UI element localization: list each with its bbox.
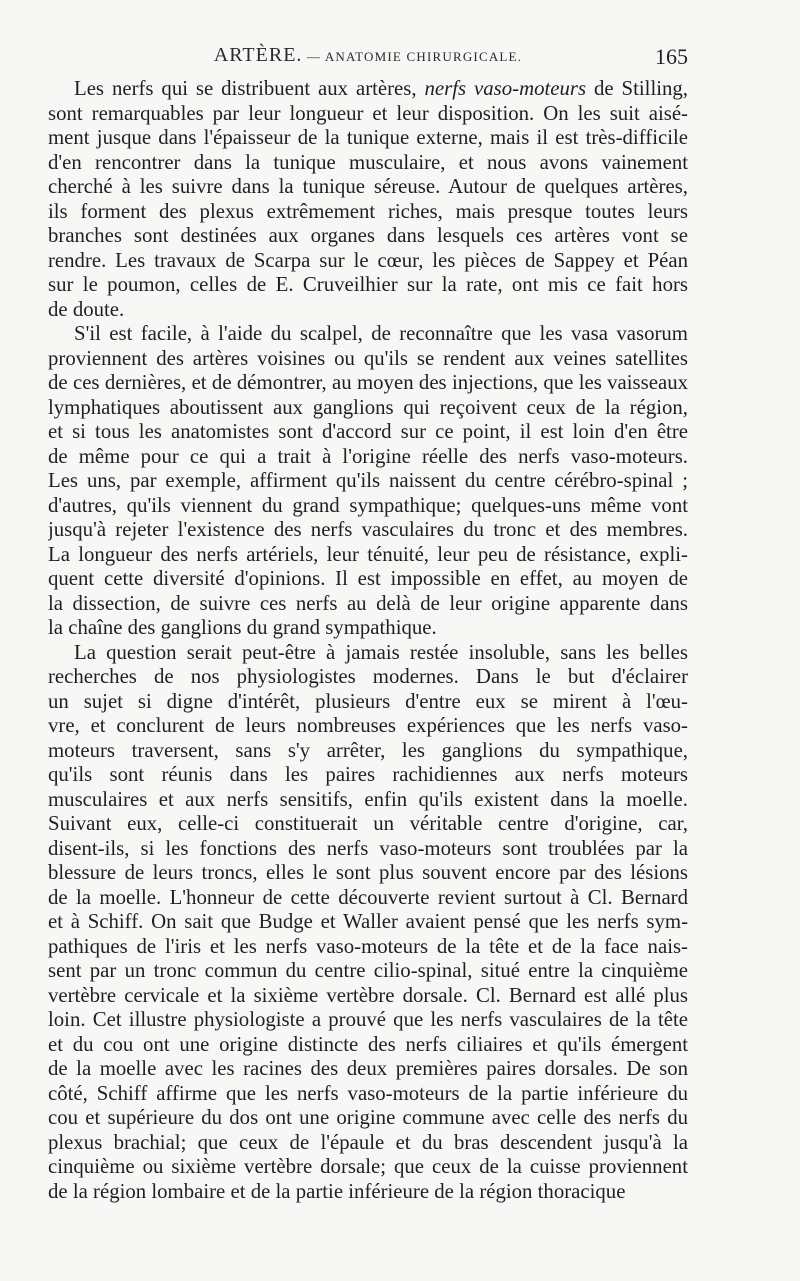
- text-line: cherché à les suivre dans la tunique séreuse. Autour de quelques artères,: [48, 175, 688, 198]
- text-line: vre, et conclurent de leurs nombreuses expériences que les nerfs vaso-: [48, 714, 688, 737]
- text-line: ment jusque dans l'épaisseur de la tunique externe, mais il est très-difficile: [48, 126, 688, 149]
- running-title-dash: —: [302, 49, 325, 64]
- text-segment: Les nerfs qui se distribuent aux artères,: [74, 77, 425, 100]
- text-line: et du cou ont une origine distincte des nerfs ciliaires et qu'ils émergent: [48, 1032, 688, 1056]
- text-line: pathiques de l'iris et les nerfs vaso-moteurs de la tête et de la face nais-: [48, 934, 688, 958]
- text-line: et à Schiff. On sait que Budge et Waller avaient pensé que les nerfs sym-: [48, 910, 688, 933]
- text-line: de ces dernières, et de démontrer, au moyen des injections, que les vaisseaux: [48, 371, 688, 394]
- text-line: La question serait peut-être à jamais restée insoluble, sans les belles: [74, 640, 688, 664]
- text-line: disent-ils, si les fonctions des nerfs vaso-moteurs sont troublées par la: [48, 836, 688, 860]
- text-line: recherches de nos physiologistes modernes. Dans le but d'éclairer: [48, 665, 688, 688]
- text-line: proviennent des artères voisines ou qu'ils se rendent aux veines satellites: [48, 346, 688, 370]
- text-line: côté, Schiff affirme que les nerfs vaso-moteurs de la partie inférieure du: [48, 1081, 688, 1105]
- paragraph: [48, 641, 688, 1205]
- text-line: branches sont destinées aux organes dans lesquels ces artères vont se: [48, 224, 688, 247]
- text-line: qu'ils sont réunis dans les paires rachidiennes aux nerfs moteurs: [48, 763, 688, 786]
- text-line: d'autres, qu'ils viennent du grand sympathique; quelques-uns même vont: [48, 493, 688, 517]
- text-line: jusqu'à rejeter l'existence des nerfs vasculaires du tronc et des membres.: [48, 518, 688, 541]
- text-line: sent par un tronc commun du centre cilio-spinal, situé entre la cinquième: [48, 959, 688, 982]
- paragraph: [48, 77, 688, 322]
- text-line: de la région lombaire et de la partie inférieure de la région thoracique: [48, 1179, 626, 1203]
- text-line: S'il est facile, à l'aide du scalpel, de reconnaître que les vasa vasorum: [74, 322, 688, 345]
- text-line: de la moelle. L'honneur de cette découverte revient surtout à Cl. Bernard: [48, 885, 688, 909]
- text-line: de la moelle avec les racines des deux premières paires dorsales. De son: [48, 1057, 688, 1080]
- text-line: un sujet si digne d'intérêt, plusieurs d'entre eux se mirent à l'œu-: [48, 689, 688, 713]
- text-line: plexus brachial; que ceux de l'épaule et du bras descendent jusqu'à la: [48, 1130, 688, 1154]
- paragraph: [48, 322, 688, 641]
- text-line: de doute.: [48, 297, 125, 321]
- text-line: sont remarquables par leur longueur et leur disposition. On les suit aisé-: [48, 101, 688, 125]
- text-line: d'en rencontrer dans la tunique musculaire, et nous avons vainement: [48, 150, 688, 174]
- text-line: moteurs traversent, sans s'y arrêter, les ganglions du sympathique,: [48, 738, 688, 762]
- running-title-main: ARTÈRE.: [213, 44, 303, 66]
- text-line: Suivant eux, celle-ci constituerait un véritable centre d'origine, car,: [48, 812, 688, 835]
- text-line: lymphatiques aboutissent aux ganglions qui reçoivent ceux de la région,: [48, 395, 688, 419]
- text-segment: de Stilling,: [586, 77, 688, 100]
- text-line: la chaîne des ganglions du grand sympathique.: [48, 616, 437, 639]
- text-line: rendre. Les travaux de Scarpa sur le cœur, les pièces de Sappey et Péan: [48, 248, 688, 272]
- text-line: cou et supérieure du dos ont une origine commune avec celle des nerfs du: [48, 1106, 688, 1129]
- text-line: [48, 77, 688, 102]
- text-line: sur le poumon, celles de E. Cruveilhier sur la rate, ont mis ce fait hors: [48, 273, 688, 296]
- running-title-sub: ANATOMIE CHIRURGICALE.: [324, 49, 523, 64]
- text-line: la dissection, de suivre ces nerfs au delà de leur origine apparente dans: [48, 591, 688, 615]
- body-text: [48, 77, 688, 1204]
- text-line: La longueur des nerfs artériels, leur ténuité, leur peu de résistance, expli-: [48, 542, 688, 566]
- text-line: blessure de leurs troncs, elles le sont plus souvent encore par des lésions: [48, 861, 688, 884]
- page-header: [48, 44, 688, 76]
- text-line: et si tous les anatomistes sont d'accord sur ce point, il est loin d'en être: [48, 420, 688, 443]
- text-line: quent cette diversité d'opinions. Il est impossible en effet, au moyen de: [48, 567, 688, 590]
- running-title: [48, 44, 688, 67]
- text-line: cinquième ou sixième vertèbre dorsale; que ceux de la cuisse proviennent: [48, 1155, 688, 1178]
- text-line: ils forment des plexus extrêmement riches, mais presque toutes leurs: [48, 199, 688, 223]
- text-line: loin. Cet illustre physiologiste a prouvé que les nerfs vasculaires de la tête: [48, 1008, 688, 1031]
- text-line: Les uns, par exemple, affirment qu'ils naissent du centre cérébro-spinal ;: [48, 469, 688, 492]
- text-line: musculaires et aux nerfs sensitifs, enfin qu'ils existent dans la moelle.: [48, 787, 688, 811]
- text-line: vertèbre cervicale et la sixième vertèbre dorsale. Cl. Bernard est allé plus: [48, 983, 688, 1007]
- page-number: 165: [655, 44, 688, 69]
- text-line: de même pour ce qui a trait à l'origine réelle des nerfs vaso-moteurs.: [48, 444, 688, 468]
- italic-term: nerfs vaso-moteurs: [424, 77, 587, 100]
